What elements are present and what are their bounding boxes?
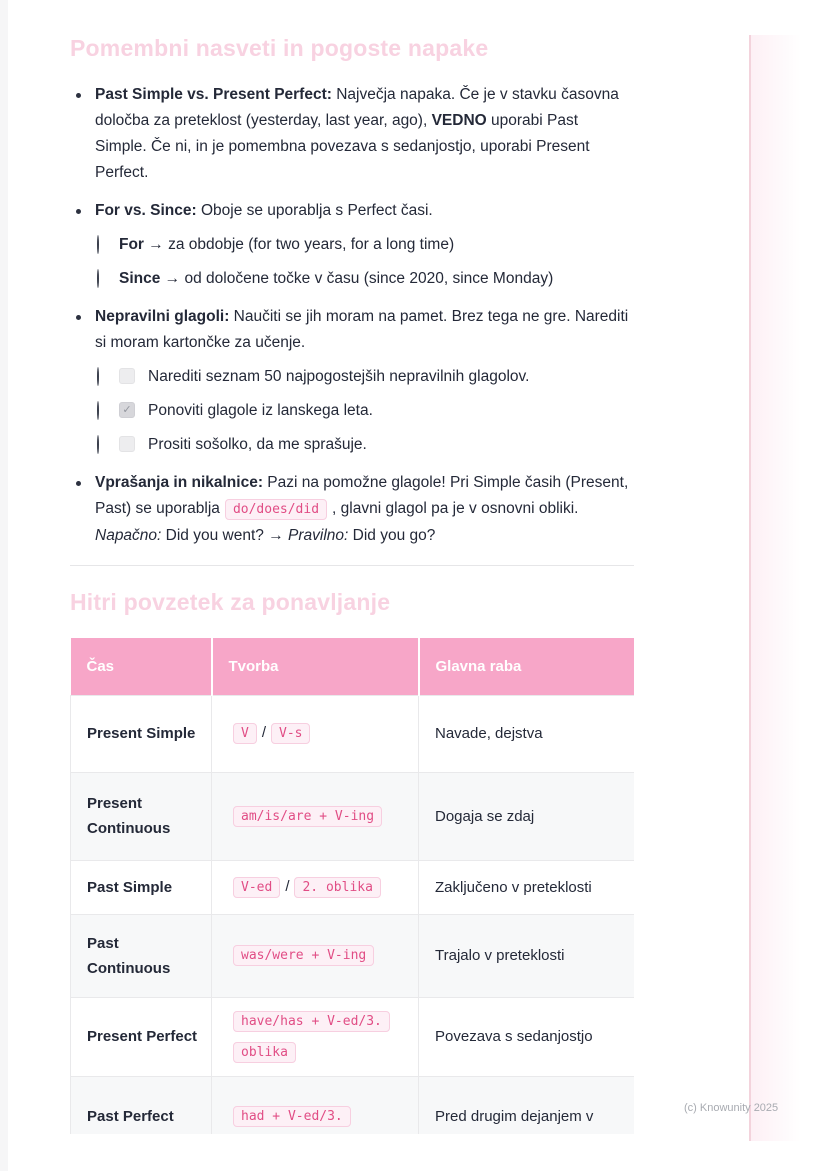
summary-table-container [70, 638, 634, 1134]
page-margin-tint [751, 35, 828, 1141]
inline-code: 2. oblika [294, 877, 380, 898]
todo-text: Ponoviti glagole iz lanskega leta. [148, 402, 373, 419]
table-row [71, 860, 635, 914]
bullet-item [70, 470, 634, 549]
usage-cell: Povezava s sedanjostjo [419, 997, 635, 1076]
todo-item [97, 432, 634, 458]
bullet-text: Nepravilni glagoli: Naučiti se jih moram na pamet. Brez tega ne gre. Narediti si moram kartončke za učenje. [95, 308, 629, 351]
sub-bullet-item [97, 266, 634, 292]
page-edge-strip [0, 0, 8, 1171]
bullet-icon [70, 82, 95, 186]
sub-bullet-text: Since → od določene točke v času (since 2020, since Monday) [119, 270, 554, 287]
table-header-cell-cas: Čas [71, 638, 212, 695]
todo-item [97, 398, 634, 424]
form-cell [212, 772, 419, 860]
bullet-icon [70, 470, 95, 549]
bullet-item [70, 82, 634, 186]
form-cell: V / V-s [212, 695, 419, 772]
inline-code: do/does/did [225, 499, 327, 520]
sub-bullet-text: For → za obdobje (for two years, for a long time) [119, 236, 455, 253]
tense-cell: Past Simple [71, 860, 212, 914]
bullet-text: For vs. Since: Oboje se uporablja s Perfect časi. [95, 202, 433, 219]
inline-code: am/is/are + V-ing [233, 806, 382, 827]
bullet-icon [70, 198, 95, 224]
usage-cell: Dogaja se zdaj [419, 772, 635, 860]
circle-bullet-icon [97, 232, 119, 258]
watermark: (c) Knowunity 2025 [684, 1102, 779, 1114]
section-divider [70, 565, 634, 566]
sub-bullet-item [97, 232, 634, 258]
tense-cell: Present Simple [71, 695, 212, 772]
section-heading-summary: Hitri povzetek za ponavljanje [70, 589, 391, 615]
circle-bullet-icon [97, 364, 119, 390]
table-row [71, 695, 635, 772]
todo-item [97, 364, 634, 390]
inline-code: V-s [271, 723, 310, 744]
bullet-item [70, 304, 634, 356]
inline-code: have/has + V-ed/3. [233, 1011, 390, 1032]
inline-code: oblika [233, 1042, 296, 1063]
form-cell [212, 914, 419, 997]
todo-text: Prositi sošolko, da me sprašuje. [148, 436, 367, 453]
form-cell: V-ed / 2. oblika [212, 860, 419, 914]
todo-text: Narediti seznam 50 najpogostejših nepravilnih glagolov. [148, 368, 530, 385]
inline-code: V-ed [233, 877, 280, 898]
table-header-cell-tvorba: Tvorba [212, 638, 419, 695]
inline-code: was/were + V-ing [233, 945, 374, 966]
table-row [71, 1076, 635, 1134]
tense-cell: Present Continuous [71, 772, 212, 860]
todo-checkbox[interactable] [119, 436, 135, 452]
document-page [70, 36, 634, 1134]
todo-checkbox[interactable] [119, 368, 135, 384]
circle-bullet-icon [97, 398, 119, 424]
bullet-text: Vprašanja in nikalnice: Pazi na pomožne glagole! Pri Simple časih (Present, Past) se uporablja do/does/did , glavni glagol pa je v osnovni obliki. Napačno: Did you went? → Pravilno: Did you go? [95, 474, 629, 544]
usage-cell: Trajalo v preteklosti [419, 914, 635, 997]
usage-cell: Pred drugim dejanjem v [419, 1076, 635, 1134]
circle-bullet-icon [97, 432, 119, 458]
usage-cell: Zaključeno v preteklosti [419, 860, 635, 914]
table-row [71, 914, 635, 997]
bullet-text: Past Simple vs. Present Perfect: Največja napaka. Če je v stavku časovna določba za preteklost (yesterday, last year, ago), VEDNO uporabi Past Simple. Če ni, in je pomembna povezava s sedanjostjo, uporabi Present Perfect. [95, 86, 619, 181]
bullet-item [70, 198, 634, 224]
tips-list [70, 82, 634, 549]
todo-checkbox[interactable]: ✓ [119, 402, 135, 418]
inline-code: had + V-ed/3. [233, 1106, 351, 1127]
inline-code: V [233, 723, 257, 744]
usage-cell: Navade, dejstva [419, 695, 635, 772]
summary-table [70, 638, 634, 1134]
tense-cell: Present Perfect [71, 997, 212, 1076]
table-row [71, 772, 635, 860]
form-cell [212, 1076, 419, 1134]
section-heading-tips: Pomembni nasveti in pogoste napake [70, 35, 489, 61]
table-header-row [71, 638, 635, 695]
form-cell [212, 997, 419, 1076]
tense-cell: Past Continuous [71, 914, 212, 997]
page-accent-line [749, 35, 751, 1141]
table-row [71, 997, 635, 1076]
table-header-cell-raba: Glavna raba [419, 638, 635, 695]
bullet-icon [70, 304, 95, 356]
tense-cell: Past Perfect [71, 1076, 212, 1134]
circle-bullet-icon [97, 266, 119, 292]
